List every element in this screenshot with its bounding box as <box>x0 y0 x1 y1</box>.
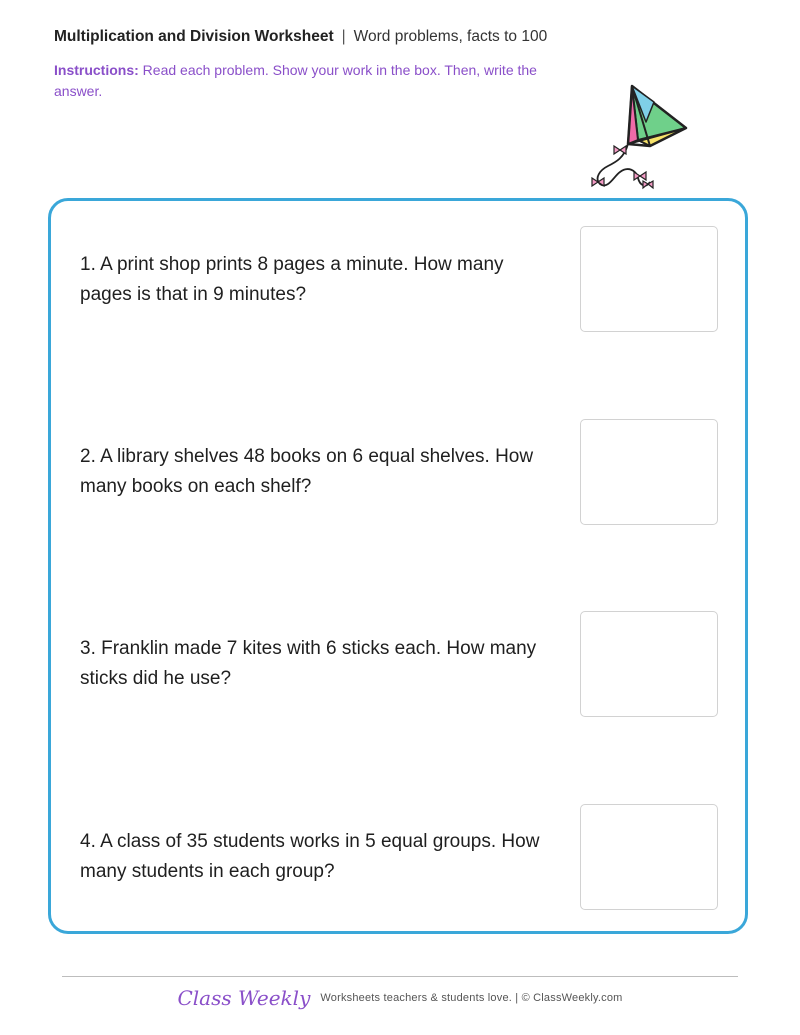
answer-box-1[interactable] <box>580 226 718 332</box>
answer-box-4[interactable] <box>580 804 718 910</box>
footer-tagline: Worksheets teachers & students love. | © ClassWeekly.com <box>320 992 623 1004</box>
answer-box-2[interactable] <box>580 419 718 525</box>
footer-divider <box>62 976 738 977</box>
header-separator: | <box>341 28 346 45</box>
problem-1: 1. A print shop prints 8 pages a minute. How many pages is that in 9 minutes? <box>80 254 504 305</box>
instructions-text: Read each problem. Show your work in the box. Then, write the answer. <box>54 62 537 99</box>
problem-2: 2. A library shelves 48 books on 6 equal shelves. How many books on each shelf? <box>80 446 534 497</box>
instructions-label: Instructions: <box>54 62 139 78</box>
worksheet-title: Multiplication and Division Worksheet <box>54 28 334 45</box>
instructions <box>54 60 554 102</box>
brand-logo: Class Weekly <box>177 986 311 1010</box>
worksheet-header <box>54 28 547 46</box>
footer <box>0 986 800 1010</box>
kite-icon <box>580 78 695 196</box>
problem-4: 4. A class of 35 students works in 5 equal groups. How many students in each group? <box>80 831 540 882</box>
answer-box-3[interactable] <box>580 611 718 717</box>
worksheet-subtitle: Word problems, facts to 100 <box>353 28 548 45</box>
problem-3: 3. Franklin made 7 kites with 6 sticks each. How many sticks did he use? <box>80 638 537 689</box>
